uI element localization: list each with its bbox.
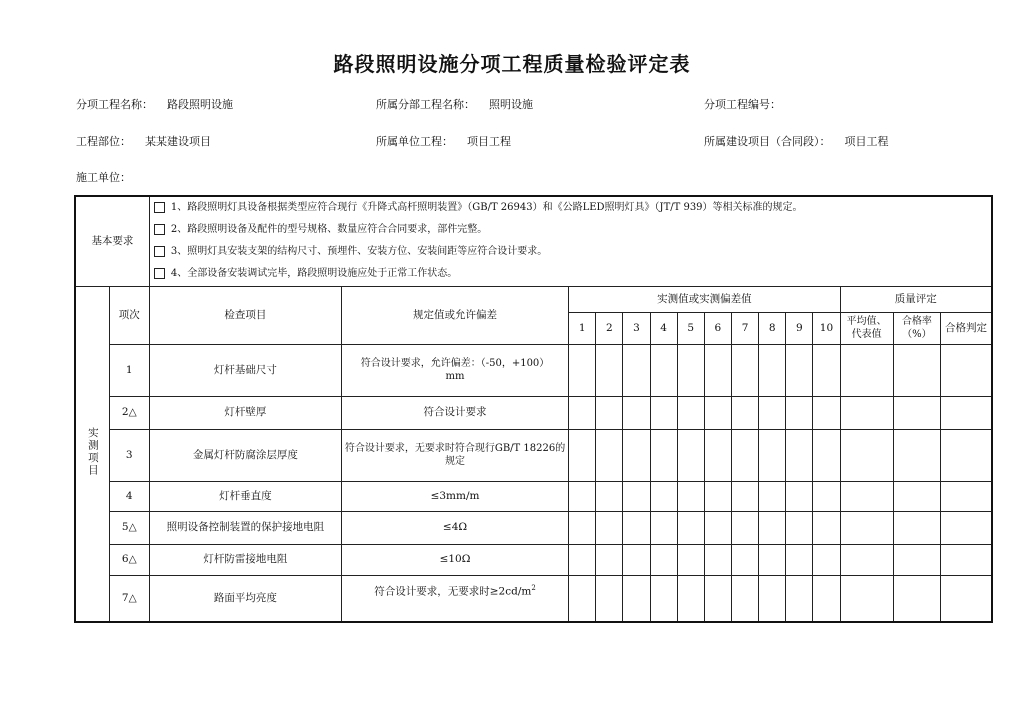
row-index: 6△ bbox=[109, 544, 149, 575]
value-cell[interactable] bbox=[759, 575, 786, 622]
row-item: 金属灯杆防腐涂层厚度 bbox=[149, 429, 341, 481]
average-cell[interactable] bbox=[840, 511, 893, 544]
value-cell[interactable] bbox=[786, 511, 813, 544]
measured-items-label: 实测项目 bbox=[75, 286, 109, 622]
header-value-3: 3 bbox=[623, 312, 650, 344]
value-cell[interactable] bbox=[731, 429, 758, 481]
requirement-item: 1、路段照明灯具设备根据类型应符合现行《升降式高杆照明装置》（GB/T 26943）和《公路LED照明灯具》（JT/T 939）等相关标准的规定。 bbox=[154, 197, 987, 219]
value-cell[interactable] bbox=[569, 429, 596, 481]
value-cell[interactable] bbox=[786, 544, 813, 575]
header-row-1 bbox=[75, 286, 992, 312]
row-spec: 符合设计要求，无要求时$\ge 2cd/m^2$ bbox=[341, 575, 568, 622]
header-measured-values: 实测值或实测偏差值 bbox=[569, 286, 840, 312]
basic-requirements-row bbox=[75, 196, 992, 286]
pass-rate-cell[interactable] bbox=[893, 575, 940, 622]
value-cell[interactable] bbox=[650, 344, 677, 396]
value-cell[interactable] bbox=[650, 575, 677, 622]
pass-rate-cell[interactable] bbox=[893, 481, 940, 511]
value-cell[interactable] bbox=[677, 396, 704, 429]
value-cell[interactable] bbox=[731, 396, 758, 429]
value-cell[interactable] bbox=[704, 429, 731, 481]
checkbox[interactable] bbox=[154, 246, 165, 257]
value-cell[interactable] bbox=[596, 481, 623, 511]
header-value-7: 7 bbox=[731, 312, 758, 344]
value-cell[interactable] bbox=[731, 575, 758, 622]
value-cell[interactable] bbox=[596, 396, 623, 429]
row-index: 2△ bbox=[109, 396, 149, 429]
value-cell[interactable] bbox=[786, 481, 813, 511]
value-cell[interactable] bbox=[786, 344, 813, 396]
value-cell[interactable] bbox=[677, 575, 704, 622]
average-cell[interactable] bbox=[840, 344, 893, 396]
value-cell[interactable] bbox=[813, 429, 840, 481]
value-cell[interactable] bbox=[677, 344, 704, 396]
value-cell[interactable] bbox=[623, 481, 650, 511]
value-cell[interactable] bbox=[677, 481, 704, 511]
row-item: 灯杆基础尺寸 bbox=[149, 344, 341, 396]
value-cell[interactable] bbox=[650, 429, 677, 481]
value-cell[interactable] bbox=[704, 481, 731, 511]
value-cell[interactable] bbox=[813, 544, 840, 575]
checkbox[interactable] bbox=[154, 268, 165, 279]
average-cell[interactable] bbox=[840, 481, 893, 511]
pass-rate-cell[interactable] bbox=[893, 544, 940, 575]
value-cell[interactable] bbox=[569, 511, 596, 544]
value-cell[interactable] bbox=[569, 575, 596, 622]
value-cell[interactable] bbox=[813, 344, 840, 396]
judgement-cell[interactable] bbox=[941, 429, 992, 481]
header-value-9: 9 bbox=[786, 312, 813, 344]
header-value-2: 2 bbox=[596, 312, 623, 344]
header-value-8: 8 bbox=[759, 312, 786, 344]
row-spec: ≤10Ω bbox=[341, 544, 568, 575]
header-value-6: 6 bbox=[704, 312, 731, 344]
row-spec: ≤3mm/m bbox=[341, 481, 568, 511]
value-cell[interactable] bbox=[759, 544, 786, 575]
value-cell[interactable] bbox=[677, 511, 704, 544]
info-work-part: 工程部位： 某某建设项目 bbox=[76, 135, 211, 148]
value-cell[interactable] bbox=[596, 544, 623, 575]
info-construction-unit: 施工单位： bbox=[76, 171, 131, 184]
value-cell[interactable] bbox=[677, 544, 704, 575]
table-row bbox=[75, 511, 992, 544]
pass-rate-cell[interactable] bbox=[893, 344, 940, 396]
info-project-number: 分项工程编号： bbox=[704, 98, 781, 111]
page-title: 路段照明设施分项工程质量检验评定表 bbox=[333, 52, 691, 76]
value-cell[interactable] bbox=[813, 511, 840, 544]
value-cell[interactable] bbox=[596, 429, 623, 481]
value-cell[interactable] bbox=[596, 511, 623, 544]
basic-requirements-list bbox=[149, 196, 992, 286]
value-cell[interactable] bbox=[623, 575, 650, 622]
value-cell[interactable] bbox=[677, 429, 704, 481]
row-index: 3 bbox=[109, 429, 149, 481]
header-value-10: 10 bbox=[813, 312, 840, 344]
average-cell[interactable] bbox=[840, 396, 893, 429]
requirement-item: 3、照明灯具安装支架的结构尺寸、预埋件、安装方位、安装间距等应符合设计要求。 bbox=[154, 241, 987, 263]
judgement-cell[interactable] bbox=[941, 575, 992, 622]
value-cell[interactable] bbox=[623, 511, 650, 544]
pass-rate-cell[interactable] bbox=[893, 396, 940, 429]
row-item: 照明设备控制装置的保护接地电阻 bbox=[149, 511, 341, 544]
judgement-cell[interactable] bbox=[941, 511, 992, 544]
pass-rate-cell[interactable] bbox=[893, 511, 940, 544]
header-index: 项次 bbox=[109, 286, 149, 344]
row-spec: 符合设计要求 bbox=[341, 396, 568, 429]
table-row bbox=[75, 429, 992, 481]
value-cell[interactable] bbox=[623, 344, 650, 396]
inspection-table bbox=[74, 195, 993, 623]
value-cell[interactable] bbox=[759, 481, 786, 511]
header-spec: 规定值或允许偏差 bbox=[341, 286, 568, 344]
judgement-cell[interactable] bbox=[941, 544, 992, 575]
value-cell[interactable] bbox=[650, 481, 677, 511]
value-cell[interactable] bbox=[704, 575, 731, 622]
table-row bbox=[75, 481, 992, 511]
value-cell[interactable] bbox=[813, 575, 840, 622]
judgement-cell[interactable] bbox=[941, 344, 992, 396]
header-judgement: 合格判定 bbox=[941, 312, 992, 344]
average-cell[interactable] bbox=[840, 544, 893, 575]
value-cell[interactable] bbox=[759, 511, 786, 544]
value-cell[interactable] bbox=[704, 544, 731, 575]
value-cell[interactable] bbox=[704, 344, 731, 396]
table-row bbox=[75, 544, 992, 575]
pass-rate-cell[interactable] bbox=[893, 429, 940, 481]
value-cell[interactable] bbox=[704, 396, 731, 429]
value-cell[interactable] bbox=[569, 396, 596, 429]
row-spec: ≤4Ω bbox=[341, 511, 568, 544]
value-cell[interactable] bbox=[596, 575, 623, 622]
row-spec: 符合设计要求，无要求时符合现行GB/T 18226的规定 bbox=[341, 429, 568, 481]
table-row bbox=[75, 575, 992, 622]
value-cell[interactable] bbox=[596, 344, 623, 396]
row-index: 1 bbox=[109, 344, 149, 396]
value-cell[interactable] bbox=[731, 344, 758, 396]
value-cell[interactable] bbox=[786, 429, 813, 481]
value-cell[interactable] bbox=[623, 544, 650, 575]
average-cell[interactable] bbox=[840, 575, 893, 622]
info-division-name: 所属分部工程名称： 照明设施 bbox=[376, 98, 533, 111]
value-cell[interactable] bbox=[650, 544, 677, 575]
value-cell[interactable] bbox=[650, 511, 677, 544]
table-row bbox=[75, 344, 992, 396]
basic-requirements-label: 基本要求 bbox=[75, 196, 149, 286]
value-cell[interactable] bbox=[813, 396, 840, 429]
requirement-item: 2、路段照明设备及配件的型号规格、数量应符合合同要求，部件完整。 bbox=[154, 219, 987, 241]
value-cell[interactable] bbox=[623, 396, 650, 429]
requirement-item: 4、全部设备安装调试完毕，路段照明设施应处于正常工作状态。 bbox=[154, 263, 987, 285]
value-cell[interactable] bbox=[759, 396, 786, 429]
value-cell[interactable] bbox=[759, 344, 786, 396]
row-item: 灯杆防雷接地电阻 bbox=[149, 544, 341, 575]
header-quality: 质量评定 bbox=[840, 286, 992, 312]
info-construction-project: 所属建设项目（合同段）： 项目工程 bbox=[704, 135, 889, 148]
header-value-4: 4 bbox=[650, 312, 677, 344]
value-cell[interactable] bbox=[731, 544, 758, 575]
info-project-name: 分项工程名称： 路段照明设施 bbox=[76, 98, 233, 111]
value-cell[interactable] bbox=[813, 481, 840, 511]
value-cell[interactable] bbox=[786, 575, 813, 622]
value-cell[interactable] bbox=[569, 344, 596, 396]
row-item: 灯杆垂直度 bbox=[149, 481, 341, 511]
checkbox[interactable] bbox=[154, 202, 165, 213]
table-row bbox=[75, 396, 992, 429]
average-cell[interactable] bbox=[840, 429, 893, 481]
value-cell[interactable] bbox=[569, 544, 596, 575]
value-cell[interactable] bbox=[623, 429, 650, 481]
value-cell[interactable] bbox=[759, 429, 786, 481]
value-cell[interactable] bbox=[731, 481, 758, 511]
header-pass-rate: 合格率（%） bbox=[893, 312, 940, 344]
row-item: 路面平均亮度 bbox=[149, 575, 341, 622]
header-value-5: 5 bbox=[677, 312, 704, 344]
row-index: 5△ bbox=[109, 511, 149, 544]
value-cell[interactable] bbox=[731, 511, 758, 544]
row-item: 灯杆壁厚 bbox=[149, 396, 341, 429]
header-value-1: 1 bbox=[569, 312, 596, 344]
judgement-cell[interactable] bbox=[941, 396, 992, 429]
header-item: 检查项目 bbox=[149, 286, 341, 344]
row-index: 7△ bbox=[109, 575, 149, 622]
value-cell[interactable] bbox=[650, 396, 677, 429]
judgement-cell[interactable] bbox=[941, 481, 992, 511]
header-average: 平均值、代表值 bbox=[840, 312, 893, 344]
row-index: 4 bbox=[109, 481, 149, 511]
value-cell[interactable] bbox=[786, 396, 813, 429]
info-unit-project: 所属单位工程： 项目工程 bbox=[376, 135, 511, 148]
value-cell[interactable] bbox=[704, 511, 731, 544]
value-cell[interactable] bbox=[569, 481, 596, 511]
row-spec: 符合设计要求，允许偏差：（-50，+100） mm bbox=[341, 344, 568, 396]
checkbox[interactable] bbox=[154, 224, 165, 235]
